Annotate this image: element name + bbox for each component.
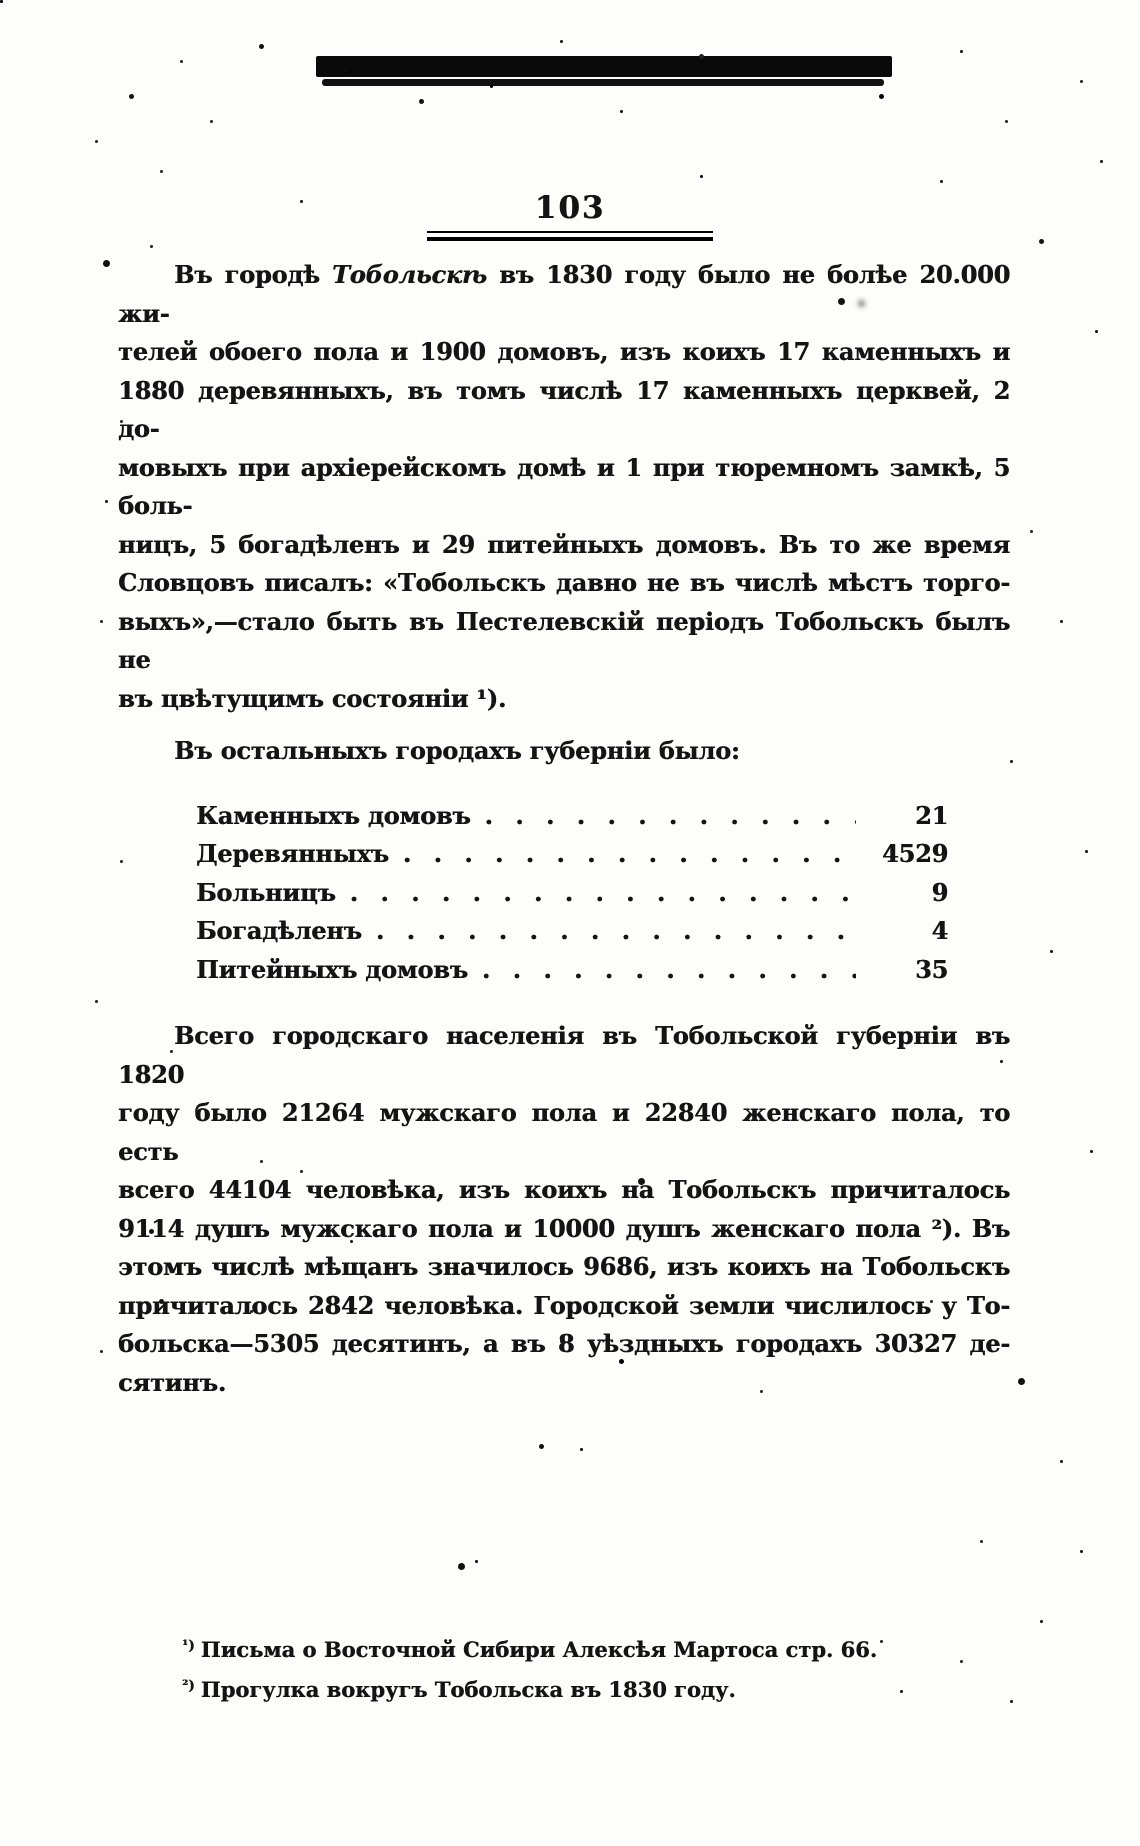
table-row [196, 912, 948, 951]
paragraph-1-line: мовыхъ при архіерейскомъ домѣ и 1 при тюремномъ замкѣ, 5 боль- [118, 452, 1010, 520]
paragraph-1 [118, 256, 1010, 718]
italic-place-name: Тобольскѣ [332, 260, 487, 289]
footnote-text: Прогулка вокругъ Тобольска въ 1830 году. [200, 1677, 736, 1702]
paragraph-2 [118, 1017, 1010, 1402]
line-text: Въ городѣ [174, 260, 332, 289]
line-text: въ 1830 году было не болѣе 20.000 жи- [118, 260, 1010, 328]
statistics-list [196, 797, 948, 990]
footnote-marker: ²) [182, 1678, 195, 1694]
paragraph-1-line [118, 256, 1010, 333]
row-label: Больницъ [196, 877, 336, 907]
paragraph-2-line: году было 21264 мужскаго пола и 22840 женскаго пола, то есть [118, 1098, 1010, 1166]
paragraph-1-line: телей обоего пола и 1900 домовъ, изъ коихъ 17 каменныхъ и [118, 337, 1010, 366]
scan-artifact-bar [316, 56, 892, 77]
footnote-1 [182, 1628, 1012, 1668]
list-intro-line: Въ остальныхъ городахъ губерніи было: [174, 736, 740, 765]
paragraph-1-line: въ цвѣтущимъ состояніи ¹). [118, 683, 507, 713]
footnotes [182, 1628, 1012, 1708]
row-label: Питейныхъ домовъ [196, 954, 468, 984]
row-value: 35 [915, 954, 948, 984]
row-value: 4529 [882, 839, 948, 868]
paragraph-2-line: этомъ числѣ мѣщанъ значилось 9686, изъ коихъ на Тобольскъ [118, 1252, 1010, 1281]
dot-leader [485, 797, 856, 836]
page-header [0, 190, 1140, 241]
footnote-2 [182, 1668, 1012, 1708]
paragraph-1-line: выхъ»,—стало быть въ Пестелевскій періодъ Тобольскъ былъ не [118, 606, 1010, 674]
row-value: 9 [931, 877, 948, 907]
paragraph-2-line: Всего городскаго населенія въ Тобольской губерніи въ 1820 [118, 1021, 1010, 1089]
row-value: 4 [931, 916, 948, 945]
row-label: Богадѣленъ [196, 916, 362, 945]
dot-leader [350, 874, 856, 913]
scan-noise-speckles [0, 0, 3, 3]
paragraph-2-line: 9114 душъ мужскаго пола и 10000 душъ женскаго пола ²). Въ [118, 1213, 1010, 1243]
paragraph-2-line: сятинъ. [118, 1367, 226, 1397]
page-number: 103 [534, 190, 606, 226]
paragraph-2-line: больска—5305 десятинъ, а въ 8 уѣздныхъ городахъ 30327 де- [118, 1329, 1010, 1358]
dot-leader [403, 835, 856, 874]
table-row [196, 835, 948, 874]
table-row [196, 951, 948, 990]
paragraph-1-line: 1880 деревянныхъ, въ томъ числѣ 17 каменныхъ церквей, 2 до- [118, 375, 1010, 443]
paragraph-1-line: ницъ, 5 богадѣленъ и 29 питейныхъ домовъ. Въ то же время [118, 529, 1010, 559]
footnote-text: Письма о Восточной Сибири Алексѣя Мартоса стр. 66. [200, 1637, 878, 1662]
page-number-rule [427, 231, 713, 241]
text-column [118, 256, 1010, 1402]
dot-leader [482, 951, 856, 990]
footnote-marker: ¹) [182, 1638, 195, 1654]
row-label: Деревянныхъ [196, 839, 389, 868]
paragraph-1-line: Словцовъ писалъ: «Тобольскъ давно не въ числѣ мѣстъ торго- [118, 568, 1010, 597]
scan-artifact-bar-thin [322, 79, 884, 86]
table-row [196, 797, 948, 836]
paragraph-2-line: причиталось 2842 человѣка. Городской земли числилось у То- [118, 1290, 1010, 1320]
paragraph-2-line: всего 44104 человѣка, изъ коихъ на Тобольскъ причиталось [118, 1175, 1010, 1204]
dot-leader [376, 912, 856, 951]
row-label: Каменныхъ домовъ [196, 800, 471, 830]
table-row [196, 874, 948, 913]
row-value: 21 [915, 800, 948, 830]
